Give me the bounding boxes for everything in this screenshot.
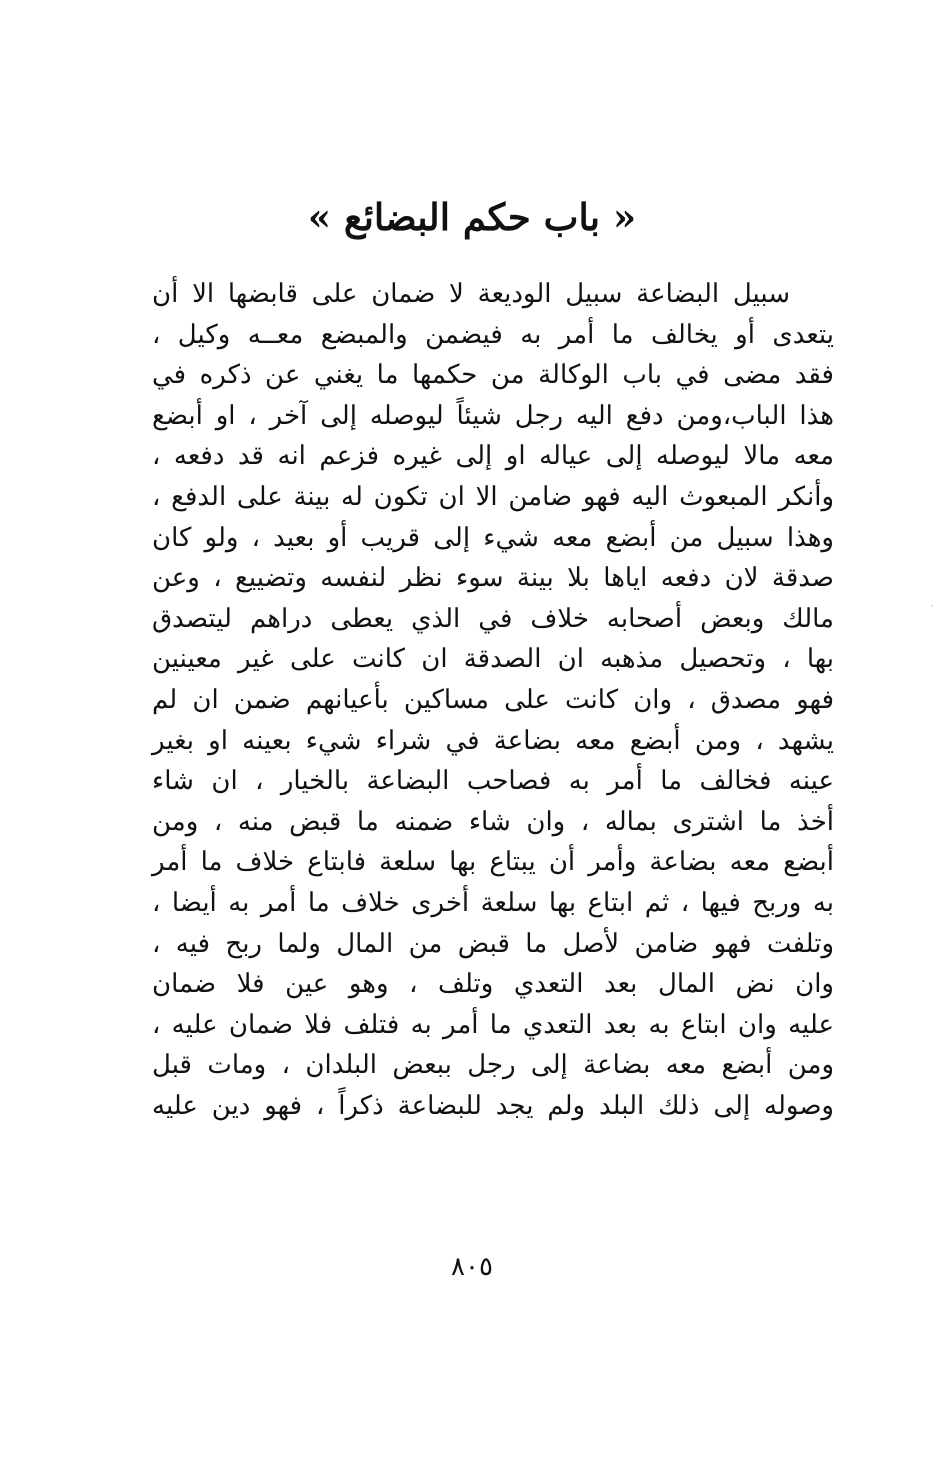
text-line: بها ، وتحصيل مذهبه ان الصدقة ان كانت على غير معينين — [152, 644, 834, 675]
text-line: فقد مضى في باب الوكالة من حكمها ما يغني عن ذكره في — [152, 360, 834, 391]
text-line: يشهد ، ومن أبضع معه بضاعة في شراء شيء بعينه او بغير — [152, 725, 834, 756]
text-line: ومن أبضع معه بضاعة إلى رجل ببعض البلدان ، ومات قبل — [152, 1050, 834, 1081]
text-line: معه مالا ليوصله إلى عياله او إلى غيره فزعم انه قد دفعه ، — [152, 441, 834, 472]
text-line: يتعدى أو يخالف ما أمر به فيضمن والمبضع معــه وكيل ، — [152, 319, 834, 350]
text-line: وصوله إلى ذلك البلد ولم يجد للبضاعة ذكراً ، فهو دين عليه — [152, 1090, 834, 1121]
text-line: مالك وبعض أصحابه خلاف في الذي يعطى دراهم ليتصدق — [152, 603, 834, 634]
text-line: عليه وان ابتاع به بعد التعدي ما أمر به فتلف فلا ضمان عليه ، — [152, 1009, 834, 1040]
body-text — [152, 274, 834, 1126]
text-line: أخذ ما اشترى بماله ، وان شاء ضمنه ما قبض منه ، ومن — [152, 806, 834, 837]
page-number: ٨٠٥ — [451, 1252, 493, 1282]
text-line: صدقة لان دفعه اياها بلا بينة سوء نظر لنفسه وتضييع ، وعن — [152, 563, 834, 594]
text-line: وهذا سبيل من أبضع معه شيء إلى قريب أو بعيد ، ولو كان — [152, 522, 834, 553]
text-line: فهو مصدق ، وان كانت على مساكين بأعيانهم ضمن ان لم — [152, 684, 834, 715]
text-line: هذا الباب،ومن دفع اليه رجل شيئاً ليوصله إلى آخر ، او أبضع — [152, 400, 834, 431]
text-line: وتلفت فهو ضامن لأصل ما قبض من المال ولما ربح فيه ، — [152, 928, 834, 959]
text-line: وان نض المال بعد التعدي وتلف ، وهو عين فلا ضمان — [152, 969, 834, 1000]
chapter-heading: « باب حكم البضائع » — [307, 195, 637, 239]
text-line: وأنكر المبعوث اليه فهو ضامن الا ان تكون له بينة على الدفع ، — [152, 481, 834, 512]
scan-speck: · — [930, 599, 934, 613]
text-line: عينه فخالف ما أمر به فصاحب البضاعة بالخيار ، ان شاء — [152, 766, 834, 797]
text-line: سبيل البضاعة سبيل الوديعة لا ضمان على قابضها الا أن — [152, 279, 790, 309]
text-line: أبضع معه بضاعة وأمر أن يبتاع بها سلعة فابتاع خلاف ما أمر — [152, 847, 834, 878]
text-line: به وربح فيها ، ثم ابتاع بها سلعة أخرى خلاف ما أمر به أيضا ، — [152, 887, 834, 918]
